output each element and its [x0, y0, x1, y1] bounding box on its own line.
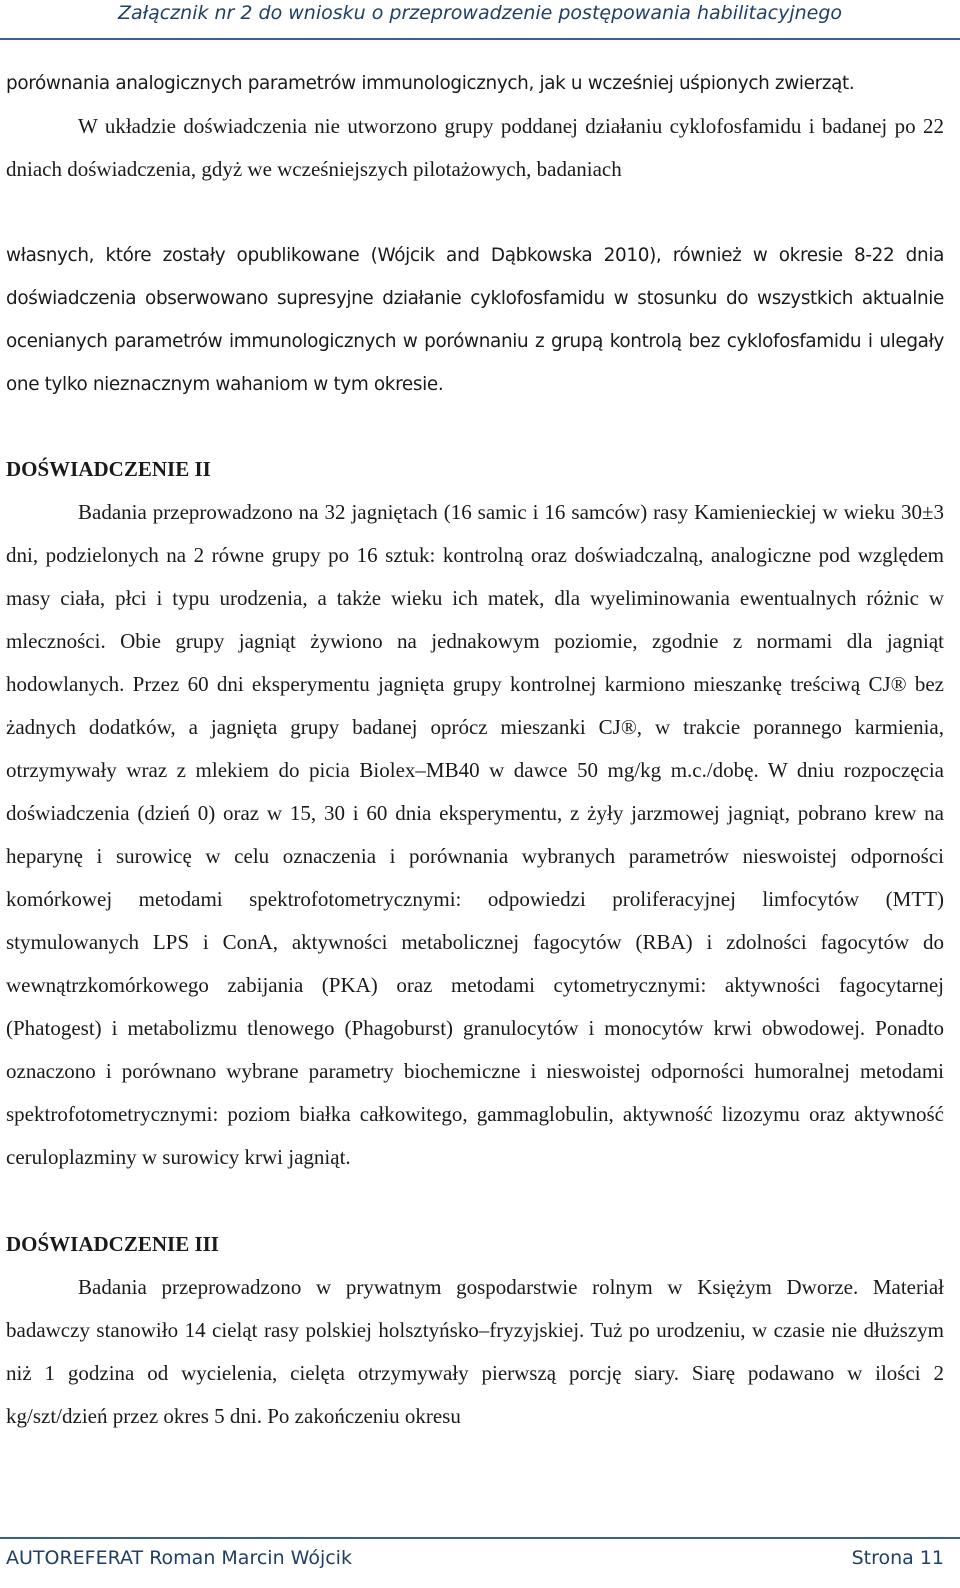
header-title: Załącznik nr 2 do wniosku o przeprowadzenie postępowania habilitacyjnego	[117, 2, 843, 24]
page-header	[0, 0, 960, 40]
page-footer	[0, 1537, 960, 1588]
section-heading-experiment-3: DOŚWIADCZENIE III	[6, 1232, 219, 1256]
paragraph-experiment-3: Badania przeprowadzono w prywatnym gospodarstwie rolnym w Księżym Dworze. Materiał badawczy stanowiło 14 cieląt rasy polskiej holsztyńsko–fryzyjskiej. Tuż po urodzeniu, w czasie nie dłuższym niż 1 godzina od wycielenia, cielęta otrzymywały pierwszą porcję siary. Siarę podawano w ilości 2 kg/szt/dzień przez okres 5 dni. Po zakończeniu okresu	[6, 1275, 944, 1428]
footer-page-number: Strona 11	[851, 1547, 944, 1569]
footer-author: AUTOREFERAT Roman Marcin Wójcik	[6, 1547, 352, 1569]
paragraph-continuation: porównania analogicznych parametrów immunologicznych, jak u wcześniej uśpionych zwierząt.	[6, 73, 855, 94]
paragraph-experiment-2: Badania przeprowadzono na 32 jagniętach (16 samic i 16 samców) rasy Kamienieckiej w wieku 30±3 dni, podzielonych na 2 równe grupy po 16 sztuk: kontrolną oraz doświadczalną, analogiczne pod względem masy ciała, płci i typu urodzenia, a także wieku ich matek, dla wyeliminowania ewentualnych różnic w mleczności. Obie grupy jagniąt żywiono na jednakowym poziomie, zgodnie z normami dla jagniąt hodowlanych. Przez 60 dni eksperymentu jagnięta grupy kontrolnej karmiono mieszankę treściwą CJ® bez żadnych dodatków, a jagnięta grupy badanej oprócz mieszanki CJ®, w trakcie porannego karmienia, otrzymywały wraz z mlekiem do picia Biolex–MB40 w dawce 50 mg/kg m.c./dobę. W dniu rozpoczęcia doświadczenia (dzień 0) oraz w 15, 30 i 60 dnia eksperymentu, z żyły jarzmowej jagniąt, pobrano krew na heparynę i surowicę w celu oznaczenia i porównania wybranych parametrów nieswoistej odporności komórkowej metodami spektrofotometrycznymi: odpowiedzi proliferacyjnej limfocytów (MTT) stymulowanych LPS i ConA, aktywności metabolicznej fagocytów (RBA) i zdolności fagocytów do wewnątrzkomórkowego zabijania (PKA) oraz metodami cytometrycznymi: aktywności fagocytarnej (Phatogest) i metabolizmu tlenowego (Phagoburst) granulocytów i monocytów krwi obwodowej. Ponadto oznaczono i porównano wybrane parametry biochemiczne i nieswoistej odporności humoralnej metodami spektrofotometrycznymi: poziom białka całkowitego, gammaglobulin, aktywność lizozymu oraz aktywność ceruloplazminy w surowicy krwi jagniąt.	[6, 500, 944, 1169]
document-body	[6, 62, 944, 1438]
paragraph-experiment-note-serif-text: W układzie doświadczenia nie utworzono grupy poddanej działaniu cyklofosfamidu i badanej po 22 dniach doświadczenia, gdyż we wcześniejszych pilotażowych, badaniach	[6, 114, 944, 181]
section-heading-experiment-2: DOŚWIADCZENIE II	[6, 457, 211, 481]
paragraph-experiment-note-calibri: własnych, które zostały opublikowane (Wójcik and Dąbkowska 2010), również w okresie 8-22 dnia doświadczenia obserwowano supresyjne działanie cyklofosfamidu w stosunku do wszystkich aktualnie ocenianych parametrów immunologicznych w porównaniu z grupą kontrolą bez cyklofosfamidu i ulegały one tylko nieznacznym wahaniom w tym okresie.	[6, 245, 944, 395]
